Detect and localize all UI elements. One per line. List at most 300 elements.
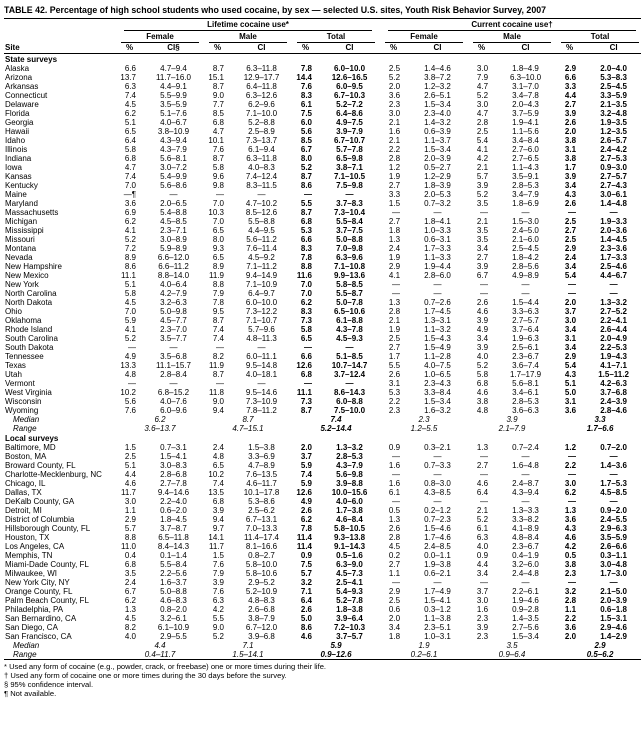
- percent-cell: 3.7: [300, 452, 312, 461]
- ci-cell: 7.1–11.2: [246, 262, 277, 271]
- footnote-not-available: ¶ Not available.: [4, 689, 57, 698]
- ci-cell: —: [257, 379, 266, 388]
- percent-cell: 1.5: [124, 443, 136, 452]
- table-row: [4, 91, 641, 100]
- site-cell: Ohio: [5, 307, 22, 316]
- ci-cell: —: [521, 497, 530, 506]
- ci-cell: 0.7–2.3: [424, 515, 451, 524]
- ci-cell: —: [169, 190, 178, 199]
- percent-cell: 5.3: [388, 388, 401, 397]
- percent-cell: 7.6: [212, 587, 224, 596]
- ci-cell: 4.8–8.4: [512, 533, 539, 542]
- ci-cell: 2.6–6.8: [248, 605, 275, 614]
- ci-cell: 7.4–12.4: [245, 172, 278, 181]
- ci-cell: 1.9–3.3: [600, 217, 627, 226]
- percent-cell: —: [480, 497, 489, 506]
- percent-cell: —: [568, 280, 577, 289]
- percent-cell: 3.9: [476, 181, 489, 190]
- ci-cell: 4.5–7.3: [336, 569, 363, 578]
- ci-cell: 3.7–7.5: [336, 226, 363, 235]
- percent-cell: 2.8: [388, 154, 401, 163]
- percent-cell: 5.2: [212, 632, 224, 641]
- ci-cell: 0.9–2.8: [512, 605, 539, 614]
- ci-cell: 1.8–3.8: [336, 605, 363, 614]
- percent-cell: 1.5: [388, 199, 401, 208]
- ci-cell: —: [433, 452, 442, 461]
- percent-cell: 4.7: [124, 163, 136, 172]
- ci-cell: 0.7–3.1: [160, 443, 187, 452]
- table-row: [4, 388, 641, 397]
- percent-cell: 2.0: [564, 127, 577, 136]
- percent-cell: 4.8: [124, 370, 136, 379]
- ci-cell: 4.3–7.9: [160, 145, 187, 154]
- percent-cell: 3.6: [564, 406, 577, 415]
- ci-cell: —: [257, 343, 266, 352]
- ci-cell: 0.8–2.7: [248, 551, 275, 560]
- percent-cell: 0.9: [300, 551, 312, 560]
- ci-cell: 2.6–6.6: [600, 542, 627, 551]
- percent-cell: 3.4: [476, 334, 489, 343]
- percent-cell: —: [568, 578, 577, 587]
- ci-cell: 3.8–10.9: [157, 127, 190, 136]
- ci-cell: 5.5–8.8: [248, 217, 275, 226]
- percent-cell: 7.5: [300, 560, 312, 569]
- percent-cell: 2.5: [388, 64, 401, 73]
- percent-cell: 2.4: [212, 443, 224, 452]
- ci-cell: 4.0–6.7: [160, 118, 187, 127]
- ci-cell: —: [609, 452, 618, 461]
- ci-cell: 7.1–10.0: [245, 109, 278, 118]
- median-cell: 8.7: [242, 415, 254, 424]
- table-row: [4, 64, 641, 73]
- percent-cell: —: [392, 470, 401, 479]
- ci-cell: 2.3–7.0: [160, 325, 187, 334]
- table-row: [4, 82, 641, 91]
- ci-cell: 12.9–17.7: [243, 73, 280, 82]
- median-row: [4, 641, 641, 650]
- ci-cell: 6.1–10.9: [157, 623, 190, 632]
- percent-cell: 5.7: [124, 524, 136, 533]
- percent-cell: 2.5: [564, 235, 577, 244]
- ci-cell: 2.3–7.1: [160, 226, 187, 235]
- percent-cell: 6.2: [300, 515, 312, 524]
- percent-cell: 4.9: [476, 325, 489, 334]
- site-cell: Broward County, FL: [5, 461, 76, 470]
- ci-cell: 3.3–5.9: [600, 91, 627, 100]
- percent-header: %: [116, 43, 143, 54]
- percent-cell: 4.1: [124, 325, 136, 334]
- ci-cell: 3.4–8.4: [512, 136, 539, 145]
- ci-cell: 5.9–8.9: [160, 244, 187, 253]
- ci-cell: 1.8–4.2: [512, 253, 539, 262]
- ci-cell: 10.7–14.7: [331, 361, 368, 370]
- range-cell: 1.7–6.6: [586, 424, 614, 433]
- site-cell: Florida: [5, 109, 30, 118]
- percent-cell: 5.9: [300, 479, 312, 488]
- site-cell: San Francisco, CA: [5, 632, 72, 641]
- ci-header: CI: [583, 43, 641, 54]
- percent-cell: 8.7: [300, 172, 312, 181]
- ci-cell: 3.7–8.3: [336, 199, 363, 208]
- median-cell: 7.4: [330, 415, 342, 424]
- percent-cell: 6.8: [212, 497, 224, 506]
- ci-cell: 9.4–14.9: [245, 271, 278, 280]
- ci-cell: 6.0–9.6: [160, 406, 187, 415]
- percent-cell: 5.2: [300, 163, 312, 172]
- table-title: TABLE 42. Percentage of high school students who used cocaine, by sex — selected U.S. sites, Youth Risk Behavior Survey, 2007: [4, 5, 546, 15]
- ci-cell: 2.9–5.5: [160, 632, 187, 641]
- ci-cell: 0.7–3.3: [424, 461, 451, 470]
- ci-cell: 2.1–5.0: [600, 587, 627, 596]
- percent-cell: 3.1: [564, 397, 577, 406]
- ci-cell: 7.0–9.8: [336, 244, 363, 253]
- percent-cell: 3.3: [564, 82, 577, 91]
- site-cell: Memphis, TN: [5, 551, 53, 560]
- ci-cell: 6.7–10.7: [333, 136, 366, 145]
- ci-cell: 5.1–7.6: [160, 109, 187, 118]
- percent-cell: 5.8: [124, 289, 136, 298]
- ci-cell: 0.9–2.0: [600, 506, 627, 515]
- percent-cell: 1.8: [388, 226, 401, 235]
- percent-cell: 5.9: [124, 316, 136, 325]
- site-cell: Vermont: [5, 379, 35, 388]
- ci-cell: 6.0–8.8: [336, 397, 363, 406]
- percent-cell: 11.9: [209, 271, 224, 280]
- percent-cell: 6.6: [124, 64, 136, 73]
- ci-cell: —: [609, 470, 618, 479]
- percent-cell: 5.5: [212, 614, 224, 623]
- ci-cell: 3.3–8.2: [512, 515, 539, 524]
- ci-cell: 1.5–4.1: [160, 452, 187, 461]
- site-cell: Baltimore, MD: [5, 443, 56, 452]
- percent-cell: 6.2: [564, 488, 577, 497]
- percent-cell: 12.6: [296, 361, 312, 370]
- ci-cell: 1.9–4.1: [512, 118, 539, 127]
- site-cell: Hawaii: [5, 127, 30, 136]
- percent-cell: 4.8: [212, 452, 224, 461]
- site-cell: Kentucky: [5, 181, 38, 190]
- percent-cell: 2.1: [476, 217, 489, 226]
- table-row: [4, 623, 641, 632]
- ci-cell: 7.5–9.8: [336, 181, 363, 190]
- ci-cell: 0.6–2.0: [160, 506, 187, 515]
- percent-cell: 3.9: [476, 343, 489, 352]
- range-row: [4, 650, 641, 660]
- ci-cell: 5.2–7.8: [336, 596, 363, 605]
- table-row: [4, 596, 641, 605]
- ci-cell: 1.9–4.6: [512, 596, 539, 605]
- percent-cell: 5.6: [124, 397, 136, 406]
- ci-cell: 6.0–10.0: [333, 64, 366, 73]
- ci-cell: 1.7–3.8: [336, 506, 363, 515]
- percent-cell: 6.5: [212, 253, 224, 262]
- percent-cell: 2.9: [388, 262, 401, 271]
- table-row: [4, 235, 641, 244]
- ci-cell: 1.1–3.2: [424, 325, 451, 334]
- ci-cell: 4.4–9.1: [160, 82, 187, 91]
- ci-cell: 5.3–8.6: [248, 497, 275, 506]
- percent-cell: 2.2: [388, 145, 401, 154]
- ci-cell: 3.0–8.3: [160, 461, 187, 470]
- ci-cell: 1.8–3.9: [424, 181, 451, 190]
- percent-cell: —: [392, 289, 401, 298]
- percent-cell: —: [128, 379, 136, 388]
- ci-cell: 2.9–5.2: [248, 578, 275, 587]
- ci-cell: 2.4–5.5: [600, 515, 627, 524]
- percent-cell: 3.4: [388, 623, 401, 632]
- ci-cell: 10.0–15.6: [331, 488, 368, 497]
- percent-cell: 11.7: [209, 542, 224, 551]
- range-cell: 2.1–7.9: [498, 424, 526, 433]
- ci-cell: 1.8–4.1: [424, 217, 451, 226]
- ci-cell: 2.0–4.3: [512, 100, 539, 109]
- ci-cell: 3.3–6.9: [248, 452, 275, 461]
- ci-cell: 7.3–12.2: [245, 307, 278, 316]
- percent-cell: 15.1: [208, 73, 224, 82]
- current-male-header: Male: [468, 31, 556, 43]
- table-row: [4, 118, 641, 127]
- percent-header: %: [380, 43, 407, 54]
- percent-cell: 3.6: [564, 623, 577, 632]
- percent-cell: 6.6: [300, 352, 312, 361]
- percent-cell: 4.8: [476, 406, 489, 415]
- percent-cell: 7.7: [212, 100, 224, 109]
- percent-cell: 6.6: [564, 73, 577, 82]
- ci-cell: 6.0–10.0: [245, 298, 278, 307]
- site-cell: District of Columbia: [5, 515, 75, 524]
- percent-cell: 3.4: [564, 262, 577, 271]
- ci-cell: 2.0–4.9: [600, 334, 627, 343]
- percent-cell: 2.2: [564, 614, 577, 623]
- ci-cell: 9.4–14.6: [157, 488, 190, 497]
- ci-cell: 0.7–2.0: [600, 443, 627, 452]
- ci-cell: 5.0–7.8: [336, 298, 363, 307]
- range-label: Range: [13, 650, 37, 659]
- table-row: [4, 262, 641, 271]
- site-cell: Boston, MA: [5, 452, 47, 461]
- percent-cell: 8.7: [212, 82, 224, 91]
- percent-cell: —: [392, 578, 401, 587]
- ci-cell: 4.3–8.5: [424, 488, 451, 497]
- ci-cell: 5.5–8.4: [336, 217, 363, 226]
- ci-cell: 4.0–8.3: [248, 163, 275, 172]
- percent-cell: 2.1: [476, 506, 489, 515]
- ci-cell: 7.3–10.9: [245, 397, 278, 406]
- percent-cell: 8.7: [212, 316, 224, 325]
- percent-cell: 7.9: [476, 73, 489, 82]
- percent-cell: 1.3: [388, 515, 401, 524]
- ci-cell: 3.2–6.3: [160, 298, 187, 307]
- section-row: [4, 54, 641, 65]
- ci-cell: 3.3–8.4: [424, 388, 451, 397]
- percent-cell: —: [304, 343, 312, 352]
- ci-cell: 5.4–9.3: [336, 587, 363, 596]
- ci-cell: 0.7–2.4: [512, 443, 539, 452]
- ci-cell: 1.9–4.3: [600, 352, 627, 361]
- percent-cell: 9.5: [212, 307, 224, 316]
- percent-cell: 6.2: [300, 298, 312, 307]
- ci-cell: 1.9–3.8: [424, 560, 451, 569]
- percent-cell: 1.1: [564, 605, 577, 614]
- percent-cell: 3.5: [124, 569, 136, 578]
- table-row: [4, 136, 641, 145]
- ci-cell: 5.5–8.4: [160, 560, 187, 569]
- site-cell: Texas: [5, 361, 26, 370]
- percent-cell: 14.1: [208, 533, 224, 542]
- ci-cell: 5.0–9.8: [160, 307, 187, 316]
- percent-cell: —: [568, 208, 577, 217]
- percent-cell: 1.7: [388, 352, 401, 361]
- ci-cell: 2.7–5.7: [600, 172, 627, 181]
- ci-cell: 1.1–3.7: [424, 136, 451, 145]
- percent-cell: 0.9: [476, 551, 489, 560]
- ci-cell: 8.1–16.6: [245, 542, 278, 551]
- percent-cell: 3.0: [476, 100, 489, 109]
- percent-cell: —: [568, 452, 577, 461]
- ci-cell: 4.0–6.4: [160, 280, 187, 289]
- percent-cell: 3.0: [388, 109, 401, 118]
- ci-cell: 3.7–8.7: [160, 524, 187, 533]
- percent-cell: 2.8: [564, 596, 577, 605]
- percent-cell: 7.3: [300, 397, 312, 406]
- footnote-lifetime: * Used any form of cocaine (e.g., powder, crack, or freebase) one or more times during their life.: [4, 662, 327, 671]
- site-cell: Montana: [5, 244, 37, 253]
- percent-cell: 7.1: [300, 587, 312, 596]
- percent-cell: 11.7: [121, 488, 136, 497]
- percent-cell: 6.1: [388, 488, 401, 497]
- percent-cell: 3.6: [564, 515, 577, 524]
- ci-cell: 2.1–6.0: [512, 235, 539, 244]
- ci-cell: 6.5–9.8: [336, 154, 363, 163]
- percent-cell: 3.0: [124, 497, 136, 506]
- percent-cell: 3.9: [564, 109, 577, 118]
- ci-cell: 6.7–10.3: [333, 91, 366, 100]
- percent-cell: 7.6: [212, 145, 224, 154]
- ci-cell: 1.4–3.6: [600, 461, 627, 470]
- ci-cell: —: [345, 379, 354, 388]
- percent-cell: —: [128, 343, 136, 352]
- percent-cell: 9.6: [212, 172, 224, 181]
- percent-cell: 2.5: [388, 334, 401, 343]
- percent-cell: 4.5: [124, 298, 136, 307]
- site-cell: Illinois: [5, 145, 28, 154]
- ci-cell: 8.4–14.3: [157, 542, 190, 551]
- percent-cell: 6.2: [124, 217, 136, 226]
- ci-cell: 2.9–4.6: [600, 623, 627, 632]
- percent-cell: 7.9: [212, 569, 224, 578]
- ci-cell: 5.7–7.8: [336, 145, 363, 154]
- ci-cell: 3.7–12.4: [333, 370, 366, 379]
- ci-cell: 2.4–8.5: [424, 542, 451, 551]
- ci-cell: 1.7–5.3: [600, 479, 627, 488]
- ci-cell: 4.5–9.2: [248, 253, 275, 262]
- ci-cell: 8.5–12.6: [245, 208, 278, 217]
- percent-cell: 1.2: [564, 443, 577, 452]
- ci-cell: 1.5–4.4: [512, 298, 539, 307]
- percent-cell: 6.5: [212, 461, 224, 470]
- ci-cell: 1.3–3.1: [424, 316, 451, 325]
- percent-cell: 11.9: [209, 361, 224, 370]
- ci-cell: 0.6–2.1: [424, 569, 451, 578]
- ci-cell: 2.4–3.9: [600, 397, 627, 406]
- ci-cell: 4.2–6.3: [600, 379, 627, 388]
- ci-cell: 1.4–3.2: [424, 118, 451, 127]
- percent-cell: 2.2: [388, 397, 401, 406]
- percent-cell: 3.5: [476, 235, 489, 244]
- table-row: [4, 244, 641, 253]
- ci-cell: 7.3–13.7: [245, 136, 278, 145]
- ci-cell: 2.7–5.2: [600, 307, 627, 316]
- table-row: [4, 506, 641, 515]
- percent-header: %: [468, 43, 495, 54]
- ci-cell: 1.9–6.3: [512, 334, 539, 343]
- percent-cell: 1.9: [388, 253, 401, 262]
- ci-cell: 6.0–11.1: [246, 352, 277, 361]
- ci-header: CI: [319, 43, 380, 54]
- percent-cell: 2.2: [564, 461, 577, 470]
- site-cell: DeKalb County, GA: [5, 497, 75, 506]
- table-row: [4, 271, 641, 280]
- ci-cell: 3.2–4.8: [600, 109, 627, 118]
- ci-cell: 1.7–17.9: [509, 370, 542, 379]
- percent-cell: 2.7: [388, 181, 401, 190]
- ci-cell: 3.0–8.9: [160, 235, 187, 244]
- percent-cell: 4.9: [300, 497, 312, 506]
- ci-cell: 1.4–4.6: [424, 64, 451, 73]
- range-cell: 4.7–15.1: [232, 424, 264, 433]
- percent-cell: 2.9: [388, 587, 401, 596]
- percent-cell: 2.4: [388, 244, 401, 253]
- table-row: [4, 190, 641, 199]
- table-row: [4, 614, 641, 623]
- ci-cell: 1.5–11.2: [598, 370, 629, 379]
- ci-cell: 0.6–3.9: [424, 127, 451, 136]
- percent-cell: 2.7: [388, 217, 401, 226]
- ci-cell: 11.1–15.7: [156, 361, 191, 370]
- ci-cell: 3.7–5.9: [512, 109, 539, 118]
- ci-cell: 2.8–6.0: [424, 271, 451, 280]
- percent-cell: 3.4: [476, 244, 489, 253]
- percent-cell: 4.1: [388, 271, 401, 280]
- percent-cell: 2.4: [124, 578, 136, 587]
- percent-cell: 5.5: [388, 361, 401, 370]
- percent-cell: 7.8: [300, 64, 312, 73]
- percent-cell: 7.6: [300, 82, 312, 91]
- table-row: [4, 172, 641, 181]
- table-row: [4, 298, 641, 307]
- ci-cell: —: [521, 452, 530, 461]
- percent-cell: 6.5: [124, 127, 136, 136]
- percent-cell: 2.7: [388, 343, 401, 352]
- site-cell: Hillsborough County, FL: [5, 524, 91, 533]
- lifetime-male-header: Male: [204, 31, 292, 43]
- percent-cell: 5.6: [300, 127, 312, 136]
- ci-cell: 5.6–8.1: [160, 154, 187, 163]
- ci-cell: 0.1–1.4: [160, 551, 187, 560]
- percent-cell: 8.6: [124, 262, 136, 271]
- percent-cell: 6.3: [212, 596, 224, 605]
- ci-cell: 3.2–6.0: [512, 560, 539, 569]
- ci-cell: 1.1–4.3: [512, 163, 539, 172]
- percent-cell: 7.4: [212, 479, 224, 488]
- percent-cell: 8.3: [300, 91, 312, 100]
- ci-cell: 4.1–8.9: [512, 524, 539, 533]
- percent-cell: 4.7: [476, 109, 489, 118]
- percent-cell: 4.2: [564, 542, 577, 551]
- site-cell: San Diego, CA: [5, 623, 58, 632]
- site-cell: Massachusetts: [5, 208, 59, 217]
- percent-cell: 5.8: [300, 325, 312, 334]
